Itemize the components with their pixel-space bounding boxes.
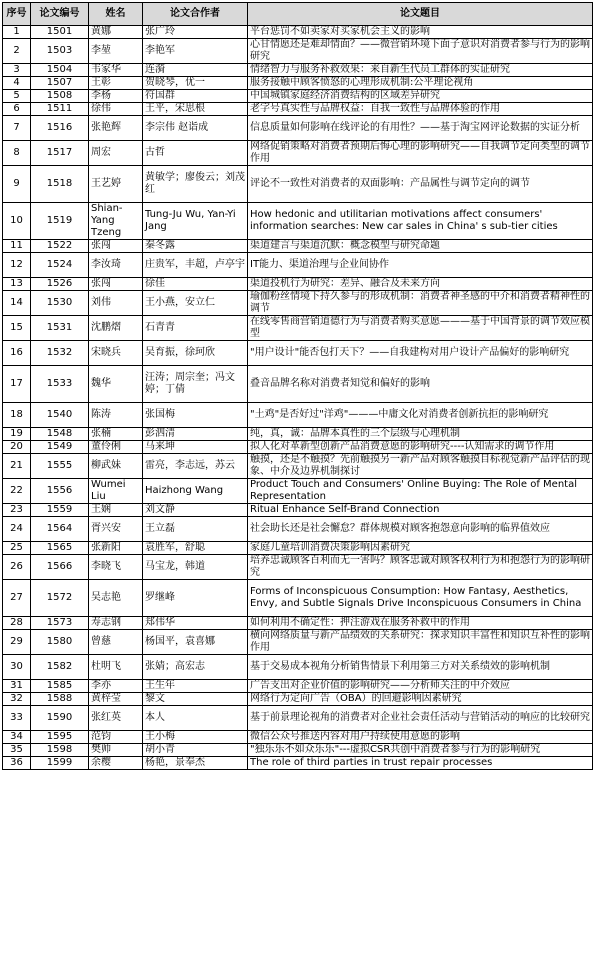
table-row [3,580,593,617]
paper-id: 1518 [31,166,89,203]
row-number: 22 [3,479,31,504]
paper-id: 1507 [31,77,89,90]
row-number: 27 [3,580,31,617]
paper-title: "用户设计"能否包打天下？——自我建构对用户设计产品偏好的影响研究 [248,341,593,366]
coauthors: 刘文静 [143,504,248,517]
paper-id: 1503 [31,39,89,64]
coauthors: 贺晓琴，优一 [143,77,248,90]
table-row [3,706,593,731]
coauthors: 张婧；高宏志 [143,655,248,680]
author-name: 张红英 [89,706,143,731]
author-name: 董伶俐 [89,441,143,454]
table-row [3,203,593,240]
author-name: 李汝琦 [89,253,143,278]
table-row [3,316,593,341]
paper-title: "独乐乐不如众乐乐"---虚拟CSR共创中消费者参与行为的影响研究 [248,744,593,757]
table-row [3,630,593,655]
table-row [3,403,593,428]
coauthors: 李宗伟 赵诣成 [143,116,248,141]
paper-title: Product Touch and Consumers' Online Buying: The Role of Mental Representation [248,479,593,504]
paper-title: 中国城镇家庭经济消费结构的区域差异研究 [248,90,593,103]
table-row [3,64,593,77]
row-number: 2 [3,39,31,64]
paper-id: 1590 [31,706,89,731]
author-name: 张楠 [89,428,143,441]
coauthors: 杨艳，景奉杰 [143,757,248,770]
coauthors: 徐佳 [143,278,248,291]
coauthors: 连漪 [143,64,248,77]
author-name: 李晓飞 [89,555,143,580]
coauthors: 王生年 [143,680,248,693]
table-row [3,454,593,479]
coauthors: Haizhong Wang [143,479,248,504]
table-row [3,141,593,166]
paper-id: 1526 [31,278,89,291]
table-row [3,479,593,504]
paper-title: 如何利用不确定性：押注游戏在服务补救中的作用 [248,617,593,630]
author-name: 李杨 [89,90,143,103]
row-number: 29 [3,630,31,655]
author-name: 张艳辉 [89,116,143,141]
coauthors: Tung-Ju Wu, Yan-Yi Jang [143,203,248,240]
row-number: 31 [3,680,31,693]
paper-id: 1524 [31,253,89,278]
author-name: 樊帅 [89,744,143,757]
row-number: 4 [3,77,31,90]
author-name: 王彰 [89,77,143,90]
coauthors: 王平，宋思根 [143,103,248,116]
row-number: 19 [3,428,31,441]
paper-id: 1504 [31,64,89,77]
paper-id: 1580 [31,630,89,655]
paper-id: 1599 [31,757,89,770]
author-name: 黄娜 [89,26,143,39]
row-number: 32 [3,693,31,706]
paper-title: 叠音品牌名称对消费者知觉和偏好的影响 [248,366,593,403]
author-name: 寿志钢 [89,617,143,630]
coauthors: 郑伟华 [143,617,248,630]
paper-title: 社会助长还是社会懈怠？群体规模对顾客抱怨意向影响的临界值效应 [248,517,593,542]
row-number: 36 [3,757,31,770]
paper-id: 1548 [31,428,89,441]
paper-title: 微信公众号推送内容对用户持续使用意愿的影响 [248,731,593,744]
paper-id: 1582 [31,655,89,680]
paper-title: Forms of Inconspicuous Consumption: How Fantasy, Aesthetics, Envy, and Subtle Signals Drive Inconspicuous Consumers in China [248,580,593,617]
table-row [3,428,593,441]
table-row [3,39,593,64]
paper-title: 网络行为定向广告（OBA）的回避影响因素研究 [248,693,593,706]
author-name: 刘伟 [89,291,143,316]
paper-id: 1564 [31,517,89,542]
table-row [3,744,593,757]
paper-title: 广告支出对企业价值的影响研究——分析师关注的中介效应 [248,680,593,693]
table-row [3,90,593,103]
author-name: 沈鹏熠 [89,316,143,341]
coauthors: 胡小青 [143,744,248,757]
paper-id: 1549 [31,441,89,454]
row-number: 15 [3,316,31,341]
row-number: 26 [3,555,31,580]
row-number: 9 [3,166,31,203]
author-name: 魏华 [89,366,143,403]
row-number: 1 [3,26,31,39]
paper-id: 1540 [31,403,89,428]
author-name: 吴志艳 [89,580,143,617]
coauthors: 马来坤 [143,441,248,454]
row-number: 28 [3,617,31,630]
paper-title: 渠道建言与渠道沉默：概念模型与研究命题 [248,240,593,253]
author-name: Wumei Liu [89,479,143,504]
author-name: 陈涛 [89,403,143,428]
row-number: 34 [3,731,31,744]
paper-id: 1559 [31,504,89,517]
author-name: 曾慈 [89,630,143,655]
paper-title: 基于交易成本视角分析销售情景下利用第三方对关系绩效的影响机制 [248,655,593,680]
coauthors: 石青青 [143,316,248,341]
table-row [3,680,593,693]
row-number: 3 [3,64,31,77]
author-name: 王艺婷 [89,166,143,203]
paper-id: 1565 [31,542,89,555]
paper-id: 1573 [31,617,89,630]
table-row [3,77,593,90]
row-number: 18 [3,403,31,428]
paper-title: 家庭儿童培训消费决策影响因素研究 [248,542,593,555]
row-number: 23 [3,504,31,517]
paper-title: 服务接触中顾客愤怒的心理形成机制:公平理论视角 [248,77,593,90]
coauthors: 符国群 [143,90,248,103]
paper-id: 1585 [31,680,89,693]
author-name: Shian-Yang Tzeng [89,203,143,240]
table-row [3,240,593,253]
coauthors: 吴育振，徐珂欣 [143,341,248,366]
coauthors: 张国梅 [143,403,248,428]
table-row [3,366,593,403]
paper-title: 纯，真，诚：品牌本真性的三个层级与心理机制 [248,428,593,441]
paper-id: 1555 [31,454,89,479]
paper-title: IT能力、渠道治理与企业间协作 [248,253,593,278]
row-number: 7 [3,116,31,141]
coauthors: 本人 [143,706,248,731]
paper-title: 评论不一致性对消费者的双面影响：产品属性与调节定向的调节 [248,166,593,203]
row-number: 21 [3,454,31,479]
paper-title: 培养忠诚顾客百利而无一害吗？顾客忠诚对顾客权利行为和抱怨行为的影响研究 [248,555,593,580]
paper-id: 1511 [31,103,89,116]
coauthors: 王立磊 [143,517,248,542]
row-number: 33 [3,706,31,731]
paper-title: 拟人化对革新型创新产品消费意愿的影响研究----认知需求的调节作用 [248,441,593,454]
table-row [3,166,593,203]
paper-table [2,2,593,770]
coauthors: 庄贵军，丰超，卢亭宇 [143,253,248,278]
row-number: 25 [3,542,31,555]
row-number: 6 [3,103,31,116]
coauthors: 汪涛；周宗奎；冯文婷；丁倩 [143,366,248,403]
author-name: 张闯 [89,278,143,291]
table-body [3,26,593,770]
paper-id: 1519 [31,203,89,240]
paper-id: 1531 [31,316,89,341]
coauthors: 马宝龙，韩道 [143,555,248,580]
paper-title: 基于前景理论视角的消费者对企业社会责任活动与营销活动的响应的比较研究 [248,706,593,731]
table-row [3,617,593,630]
table-row [3,116,593,141]
author-name: 徐伟 [89,103,143,116]
row-number: 10 [3,203,31,240]
paper-title: "土鸡"是否好过"洋鸡"———中庸文化对消费者创新抗拒的影响研究 [248,403,593,428]
paper-title: 瑜伽粉丝情境下持久参与的形成机制：消费者神圣感的中介和消费者精神性的调节 [248,291,593,316]
header-title: 论文题目 [248,3,593,26]
coauthors: 雷亮，李志远，苏云 [143,454,248,479]
author-name: 李堃 [89,39,143,64]
coauthors: 黎文 [143,693,248,706]
paper-title: 老字号真实性与品牌权益：自我一致性与品牌体验的作用 [248,103,593,116]
table-row [3,757,593,770]
paper-title: 心甘情愿还是难却情面？——微营销环境下面子意识对消费者参与行为的影响研究 [248,39,593,64]
table-row [3,278,593,291]
header-coauthors: 论文合作者 [143,3,248,26]
paper-title: 信息质量如何影响在线评论的有用性？——基于淘宝网评论数据的实证分析 [248,116,593,141]
row-number: 16 [3,341,31,366]
paper-id: 1598 [31,744,89,757]
table-row [3,655,593,680]
coauthors: 王小燕，安立仁 [143,291,248,316]
row-number: 5 [3,90,31,103]
table-row [3,517,593,542]
paper-title: 在线零售商营销道德行为与消费者购买意愿———基于中国背景的调节效应模型 [248,316,593,341]
table-row [3,504,593,517]
paper-id: 1595 [31,731,89,744]
author-name: 柳武妹 [89,454,143,479]
table-row [3,291,593,316]
paper-id: 1522 [31,240,89,253]
coauthors: 王小梅 [143,731,248,744]
row-number: 17 [3,366,31,403]
row-number: 24 [3,517,31,542]
coauthors: 杨国平，袁喜娜 [143,630,248,655]
row-number: 8 [3,141,31,166]
header-no: 序号 [3,3,31,26]
author-name: 张闯 [89,240,143,253]
paper-id: 1588 [31,693,89,706]
coauthors: 袁胜军，舒聪 [143,542,248,555]
table-row [3,542,593,555]
paper-id: 1517 [31,141,89,166]
author-name: 李亦 [89,680,143,693]
author-name: 黄梓莹 [89,693,143,706]
paper-title: 网络促销策略对消费者预期后悔心理的影响研究——自我调节定向类型的调节作用 [248,141,593,166]
paper-id: 1556 [31,479,89,504]
paper-id: 1572 [31,580,89,617]
paper-title: Ritual Enhance Self-Brand Connection [248,504,593,517]
paper-id: 1532 [31,341,89,366]
table-row [3,693,593,706]
coauthors: 黄敏学；廖俊云；刘茂红 [143,166,248,203]
table-row [3,555,593,580]
row-number: 11 [3,240,31,253]
paper-id: 1566 [31,555,89,580]
paper-title: How hedonic and utilitarian motivations affect consumers' information searches: New car sales in China' s sub-tier cities [248,203,593,240]
paper-id: 1533 [31,366,89,403]
paper-title: 横向网络质量与新产品绩效的关系研究：探求知识丰富性和知识互补性的影响作用 [248,630,593,655]
paper-id: 1508 [31,90,89,103]
author-name: 周宏 [89,141,143,166]
paper-id: 1530 [31,291,89,316]
table-row [3,26,593,39]
author-name: 胥兴安 [89,517,143,542]
table-row [3,441,593,454]
author-name: 宋晓兵 [89,341,143,366]
paper-title: 触摸，还是不触摸？先前触摸另一新产品对顾客触摸目标视觉新产品评估的现象、中介及边界机制探讨 [248,454,593,479]
table-row [3,731,593,744]
coauthors: 秦冬露 [143,240,248,253]
coauthors: 彭泗清 [143,428,248,441]
coauthors: 古哲 [143,141,248,166]
author-name: 范钧 [89,731,143,744]
row-number: 35 [3,744,31,757]
header-row [3,3,593,26]
author-name: 杜明飞 [89,655,143,680]
header-name: 姓名 [89,3,143,26]
table-row [3,253,593,278]
author-name: 张新阳 [89,542,143,555]
table-row [3,341,593,366]
row-number: 12 [3,253,31,278]
paper-title: 渠道投机行为研究：差异、融合及未来方向 [248,278,593,291]
row-number: 13 [3,278,31,291]
author-name: 韦家华 [89,64,143,77]
paper-title: The role of third parties in trust repair processes [248,757,593,770]
coauthors: 张广玲 [143,26,248,39]
row-number: 20 [3,441,31,454]
table-row [3,103,593,116]
paper-title: 平台惩罚不如卖家对买家机会主义的影响 [248,26,593,39]
paper-id: 1501 [31,26,89,39]
paper-id: 1516 [31,116,89,141]
row-number: 30 [3,655,31,680]
header-paper-id: 论文编号 [31,3,89,26]
author-name: 余樱 [89,757,143,770]
coauthors: 李艳军 [143,39,248,64]
row-number: 14 [3,291,31,316]
author-name: 王娴 [89,504,143,517]
paper-title: 情绪智力与服务补救效果：来自新生代员工群体的实证研究 [248,64,593,77]
coauthors: 罗继峰 [143,580,248,617]
